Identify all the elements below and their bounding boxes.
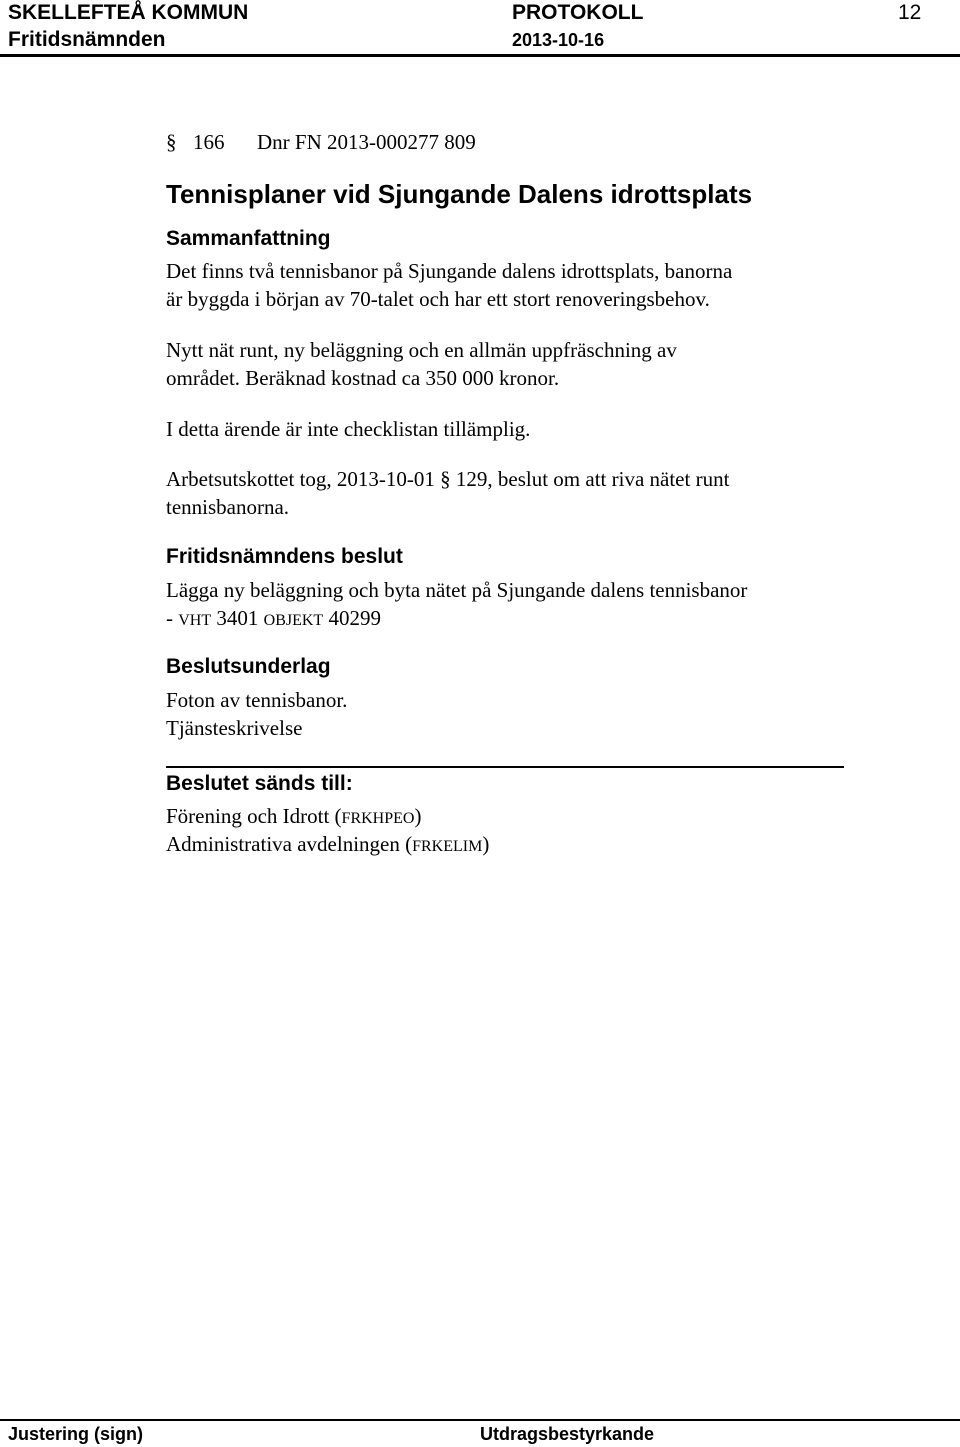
meeting-date: 2013-10-16 bbox=[512, 30, 605, 50]
summary-paragraph-4-line-1 bbox=[166, 465, 729, 493]
recipient-code: FRKELIM bbox=[412, 838, 483, 855]
summary-paragraph-2-line-2: området. Beräknad kostnad ca 350 000 kronor. bbox=[166, 366, 560, 390]
object-number: 40299 bbox=[323, 606, 381, 630]
summary-paragraph-4-start: Arbetsutskottet tog, 2013-10-01 bbox=[166, 467, 435, 491]
vht-label: VHT bbox=[178, 612, 212, 629]
header-divider bbox=[0, 54, 960, 57]
summary-paragraph-1-line-1: Det finns två tennisbanor på Sjungande dalens idrottsplats, banorna bbox=[166, 259, 733, 283]
case-reference: Dnr FN 2013-000277 809 bbox=[257, 130, 476, 154]
page-title: Tennisplaner vid Sjungande Dalens idrottsplats bbox=[166, 179, 753, 209]
summary-heading: Sammanfattning bbox=[166, 227, 331, 250]
recipient-name: Förening och Idrott ( bbox=[166, 804, 342, 828]
case-reference-line bbox=[166, 128, 476, 156]
footer-certification: Utdragsbestyrkande bbox=[480, 1424, 655, 1444]
sent-to-heading: Beslutet sänds till: bbox=[166, 772, 353, 795]
municipality-name: SKELLEFTEÅ KOMMUN bbox=[8, 1, 249, 24]
summary-paragraph-3: I detta ärende är inte checklistan tillämplig. bbox=[166, 417, 531, 441]
document-type: PROTOKOLL bbox=[512, 1, 644, 24]
paragraph-sign: § bbox=[166, 130, 177, 154]
paragraph-sign: § bbox=[440, 467, 451, 491]
committee-name: Fritidsnämnden bbox=[8, 28, 166, 51]
summary-paragraph-1-line-2: är byggda i början av 70-talet och har ett stort renoveringsbehov. bbox=[166, 287, 710, 311]
basis-item: Tjänsteskrivelse bbox=[166, 716, 303, 740]
summary-paragraph-4-end: 129, beslut om att riva nätet runt bbox=[455, 467, 730, 491]
decision-line-2 bbox=[166, 604, 381, 635]
vht-number: 3401 bbox=[211, 606, 264, 630]
decision-line-1: Lägga ny beläggning och byta nätet på Sjungande dalens tennisbanor bbox=[166, 578, 748, 602]
recipient-line bbox=[166, 802, 421, 833]
object-label: OBJEKT bbox=[263, 612, 324, 629]
paragraph-number: 166 bbox=[193, 130, 225, 154]
footer-justification: Justering (sign) bbox=[8, 1424, 144, 1444]
decision-dash: - bbox=[166, 606, 179, 630]
basis-item: Foton av tennisbanor. bbox=[166, 688, 348, 712]
summary-paragraph-2-line-1: Nytt nät runt, ny beläggning och en allmän uppfräschning av bbox=[166, 338, 677, 362]
recipient-line bbox=[166, 830, 489, 861]
decision-heading: Fritidsnämndens beslut bbox=[166, 545, 403, 568]
recipient-name: Administrativa avdelningen ( bbox=[166, 832, 413, 856]
recipient-close: ) bbox=[414, 804, 422, 828]
footer-divider bbox=[0, 1419, 960, 1421]
page-number: 12 bbox=[898, 1, 922, 24]
section-divider bbox=[166, 766, 844, 768]
summary-paragraph-4-line-2: tennisbanorna. bbox=[166, 495, 290, 519]
basis-heading: Beslutsunderlag bbox=[166, 655, 331, 678]
recipient-close: ) bbox=[482, 832, 490, 856]
recipient-code: FRKHPEO bbox=[341, 810, 415, 827]
